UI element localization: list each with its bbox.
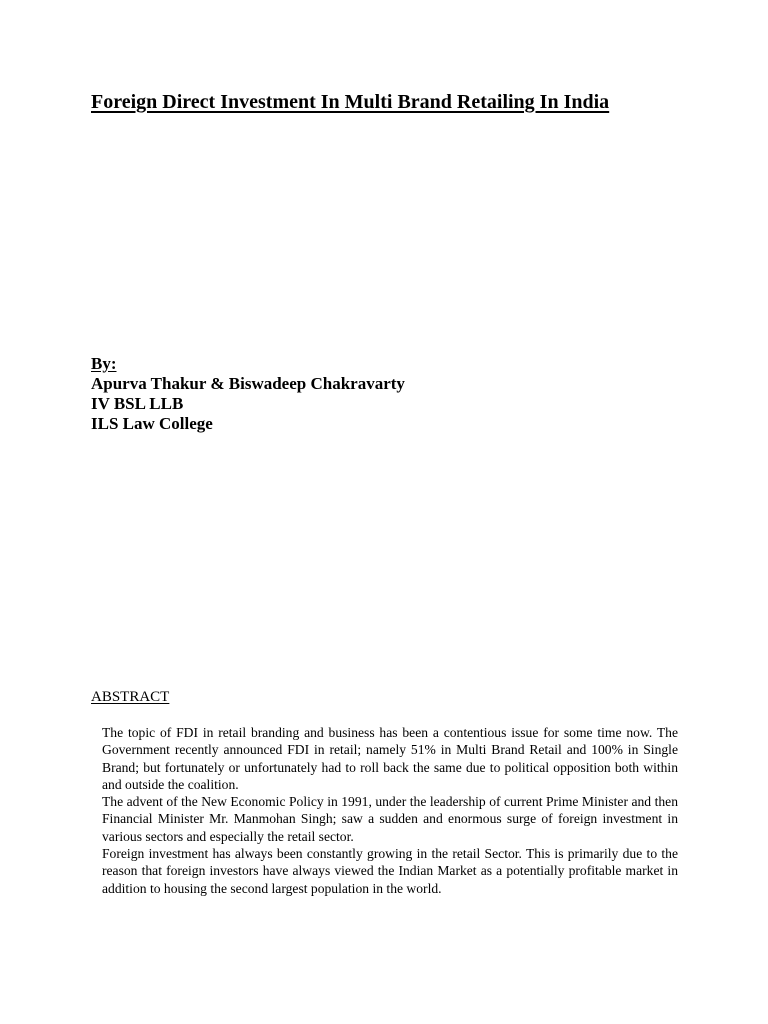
by-label: By: <box>91 354 117 373</box>
author-names: Apurva Thakur & Biswadeep Chakravarty <box>91 374 405 393</box>
abstract-paragraph: The advent of the New Economic Policy in 1991, under the leadership of current Prime Minister and then Financial Minister Mr. Manmohan Singh; saw a sudden and enormous surge of foreign investment in various sectors and especially the retail sector. <box>102 794 678 844</box>
document-title: Foreign Direct Investment In Multi Brand Retailing In India <box>91 91 610 113</box>
abstract-body <box>102 724 678 897</box>
abstract-paragraph: The topic of FDI in retail branding and business has been a contentious issue for some time now. The Government recently announced FDI in retail; namely 51% in Multi Brand Retail and 100% in Single Brand; but fortunately or unfortunately had to roll back the same due to political opposition both within and outside the coalition. <box>102 725 678 792</box>
institution-name: ILS Law College <box>91 414 213 433</box>
abstract-paragraph: Foreign investment has always been constantly growing in the retail Sector. This is primarily due to the reason that foreign investors have always viewed the Indian Market as a potentially profitable market in addition to housing the second largest population in the world. <box>102 846 678 896</box>
course-name: IV BSL LLB <box>91 394 184 413</box>
abstract-heading: ABSTRACT <box>91 689 170 705</box>
author-block <box>91 354 405 434</box>
